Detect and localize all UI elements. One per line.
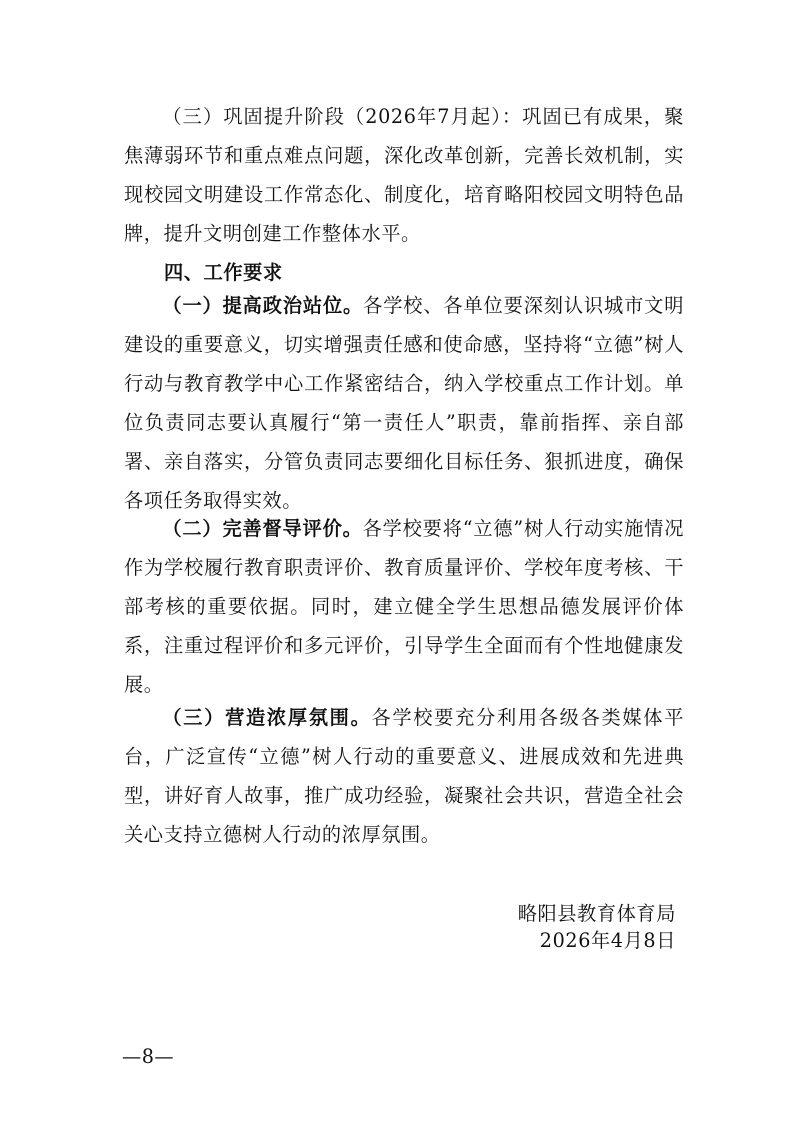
- paragraph-requirement-1: [124, 286, 684, 520]
- requirement-body: 各学校、各单位要深刻认识城市文明建设的重要意义，切实增强责任感和使命感，坚持将“立德”树人行动与教育教学中心工作紧密结合，纳入学校重点工作计划。单位负责同志要认真履行“第一责任人”职责，靠前指挥、亲自部署、亲自落实，分管负责同志要细化目标任务、狠抓进度，确保各项任务取得实效。: [124, 294, 684, 512]
- requirement-lead: （二）完善督导评价。: [162, 517, 363, 540]
- requirement-lead: （一）提高政治站位。: [162, 294, 364, 317]
- requirement-body: 各学校要将“立德”树人行动实施情况作为学校履行教育职责评价、教育质量评价、学校年度考核、干部考核的重要依据。同时，建立健全学生思想品德发展评价体系，注重过程评价和多元评价，引导学生全面而有个性地健康发展。: [124, 517, 684, 696]
- paragraph-requirement-3: [124, 698, 684, 854]
- signature-date: 2026年4月8日: [539, 929, 676, 952]
- paragraph-consolidation-stage: [124, 97, 684, 253]
- requirement-lead: （三）营造浓厚氛围。: [162, 706, 372, 729]
- requirement-body: 各学校要充分利用各级各类媒体平台，广泛宣传“立德”树人行动的重要意义、进展成效和先进典型，讲好育人故事，推广成功经验，凝聚社会共识，营造全社会关心支持立德树人行动的浓厚氛围。: [124, 706, 685, 846]
- signature-organization: 略阳县教育体育局: [517, 902, 676, 925]
- page-number: —8—: [122, 1045, 175, 1068]
- paragraph-text: （三）巩固提升阶段（2026年7月起）：巩固已有成果，聚焦薄弱环节和重点难点问题，深化改革创新，完善长效机制，实现校园文明建设工作常态化、制度化，培育略阳校园文明特色品牌，提升文明创建工作整体水平。: [124, 105, 684, 245]
- section-heading: 四、工作要求: [164, 261, 283, 284]
- paragraph-requirement-2: [124, 509, 684, 704]
